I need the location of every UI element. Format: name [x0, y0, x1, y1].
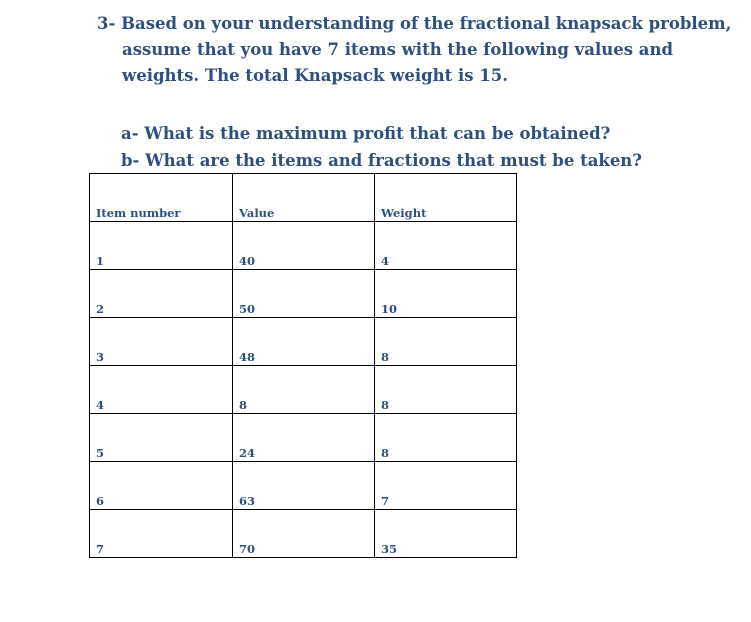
table-row — [90, 414, 517, 462]
table-row — [90, 510, 517, 558]
question-line-1: 3- Based on your understanding of the fractional knapsack problem, — [97, 14, 732, 33]
cell-value: 24 — [233, 414, 375, 462]
cell-item-number: 3 — [90, 318, 233, 366]
cell-weight: 35 — [375, 510, 517, 558]
table-row — [90, 270, 517, 318]
table-header-row — [90, 174, 517, 222]
cell-item-number: 5 — [90, 414, 233, 462]
cell-value: 40 — [233, 222, 375, 270]
cell-weight: 8 — [375, 414, 517, 462]
cell-weight: 10 — [375, 270, 517, 318]
header-value: Value — [233, 174, 375, 222]
table-row — [90, 222, 517, 270]
items-table — [89, 173, 517, 558]
cell-weight: 8 — [375, 366, 517, 414]
cell-value: 8 — [233, 366, 375, 414]
cell-item-number: 1 — [90, 222, 233, 270]
question-text — [97, 11, 737, 89]
question-parts — [121, 120, 642, 174]
table-row — [90, 366, 517, 414]
table-row — [90, 462, 517, 510]
cell-item-number: 2 — [90, 270, 233, 318]
question-part-b: b- What are the items and fractions that must be taken? — [121, 151, 642, 170]
cell-item-number: 6 — [90, 462, 233, 510]
cell-value: 50 — [233, 270, 375, 318]
cell-item-number: 7 — [90, 510, 233, 558]
question-line-2: assume that you have 7 items with the following values and — [122, 40, 673, 59]
cell-value: 70 — [233, 510, 375, 558]
cell-item-number: 4 — [90, 366, 233, 414]
table-row — [90, 318, 517, 366]
cell-value: 63 — [233, 462, 375, 510]
header-weight: Weight — [375, 174, 517, 222]
header-item-number: Item number — [90, 174, 233, 222]
question-part-a: a- What is the maximum profit that can be obtained? — [121, 124, 611, 143]
question-line-3: weights. The total Knapsack weight is 15. — [122, 66, 509, 85]
cell-weight: 4 — [375, 222, 517, 270]
cell-weight: 8 — [375, 318, 517, 366]
cell-weight: 7 — [375, 462, 517, 510]
cell-value: 48 — [233, 318, 375, 366]
